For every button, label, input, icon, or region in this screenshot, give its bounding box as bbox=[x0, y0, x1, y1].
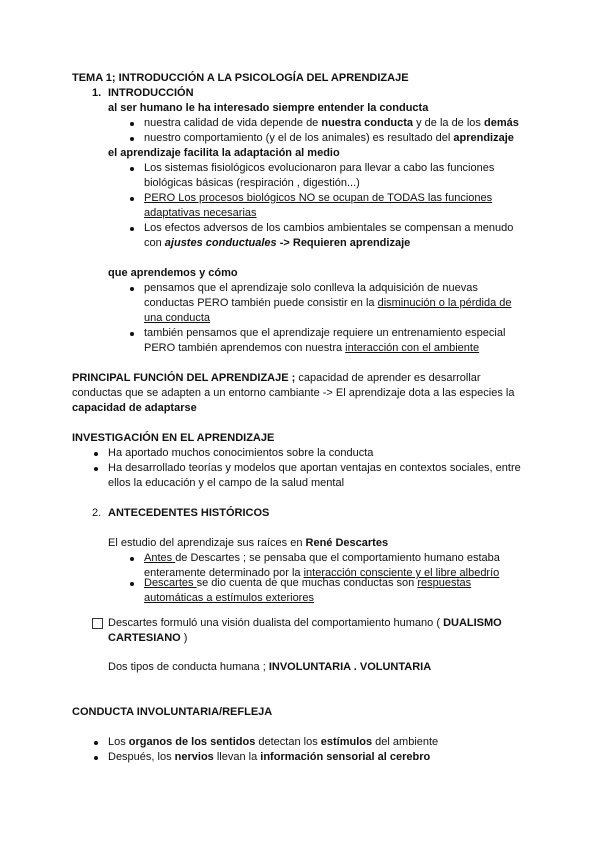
text: Los bbox=[108, 736, 129, 748]
text-bold: DUALISMO bbox=[443, 617, 502, 629]
tipos-conducta bbox=[108, 660, 431, 675]
text-bold-italic: ajustes conductuales bbox=[164, 237, 277, 249]
bullet-organos bbox=[108, 735, 438, 750]
bullet-conocimientos: Ha aportado muchos conocimientos sobre la conducta bbox=[108, 447, 374, 459]
line bbox=[144, 341, 479, 356]
text-bold: demás bbox=[483, 117, 519, 129]
section-1-number: 1. bbox=[92, 87, 102, 99]
estudio-intro bbox=[108, 536, 388, 551]
involuntaria-heading: CONDUCTA INVOLUNTARIA/REFLEJA bbox=[72, 706, 273, 718]
text: El estudio del aprendizaje sus raíces en bbox=[108, 537, 306, 549]
subheading-adaptacion: el aprendizaje facilita la adaptación al medio bbox=[108, 147, 340, 159]
bullet-dot bbox=[130, 167, 134, 171]
text-bold: INVOLUNTARIA . VOLUNTARIA bbox=[268, 661, 432, 673]
bullet-nervios bbox=[108, 750, 430, 765]
text: PERO también aprendemos con nuestra bbox=[144, 342, 346, 354]
bullet-dot bbox=[94, 741, 98, 745]
text: del ambiente bbox=[372, 736, 439, 748]
text: con bbox=[144, 237, 165, 249]
section-2-number: 2. bbox=[92, 507, 102, 519]
text: Después, los bbox=[108, 751, 175, 763]
bullet-antes bbox=[144, 551, 500, 566]
line: adaptativas necesarias bbox=[144, 207, 257, 219]
text-bold: PRINCIPAL FUNCIÓN DEL APRENDIZAJE ; bbox=[72, 372, 296, 384]
text-bold: información sensorial al cerebro bbox=[260, 751, 431, 763]
bullet-dot bbox=[130, 227, 134, 231]
text-bold: nervios bbox=[174, 751, 214, 763]
text: nuestra calidad de vida depende de bbox=[144, 117, 322, 129]
bullet-dot bbox=[130, 197, 134, 201]
text: conductas PERO también puede consistir en la bbox=[144, 297, 378, 309]
text-bold: aprendizaje bbox=[453, 132, 514, 144]
bullet-comportamiento bbox=[144, 131, 514, 146]
line: conductas que se adapten a un entorno cambiante -> El aprendizaje dota a las especies la bbox=[72, 387, 515, 399]
line: una conducta bbox=[144, 312, 211, 324]
bullet-efectos: Los efectos adversos de los cambios ambientales se compensan a menudo bbox=[144, 222, 514, 234]
document-title: TEMA 1; INTRODUCCIÓN A LA PSICOLOGÍA DEL APRENDIZAJE bbox=[72, 72, 409, 84]
subheading-interes: al ser humano le ha interesado siempre entender la conducta bbox=[108, 102, 429, 114]
bullet-entrenamiento: también pensamos que el aprendizaje requiere un entrenamiento especial bbox=[144, 327, 506, 339]
bullet-procesos: PERO Los procesos biológicos NO se ocupan de TODAS las funciones bbox=[144, 192, 493, 204]
subheading-que-aprendemos: que aprendemos y cómo bbox=[108, 267, 238, 279]
line: ellos la educación y el campo de la salud mental bbox=[108, 477, 345, 489]
text: llevan la bbox=[213, 751, 261, 763]
text-bold: estímulos bbox=[320, 736, 373, 748]
text-bold: organos de los sentidos bbox=[128, 736, 256, 748]
text-underlined: Descartes bbox=[144, 577, 197, 589]
line: biológicas básicas (respiración , digestión...) bbox=[144, 177, 360, 189]
bullet-calidad-vida bbox=[144, 116, 519, 131]
text-bold: CARTESIANO bbox=[108, 632, 181, 644]
bullet-sistemas bbox=[144, 161, 526, 176]
bullet-dot bbox=[130, 332, 134, 336]
text: Dos tipos de conducta humana ; bbox=[108, 661, 269, 673]
text-bold: -> Requieren aprendizaje bbox=[276, 237, 411, 249]
text-underlined: Antes bbox=[144, 552, 176, 564]
text-underlined: interacción con el ambiente bbox=[345, 342, 480, 354]
bullet-pensamos: pensamos que el aprendizaje solo conlleva la adquisición de nuevas bbox=[144, 282, 478, 294]
bullet-dot bbox=[94, 756, 98, 760]
line bbox=[144, 236, 410, 251]
text-underlined: disminución o la pérdida de bbox=[377, 297, 512, 309]
text: enteramente determinado por la bbox=[144, 567, 304, 579]
bullet-dot bbox=[94, 452, 98, 456]
checkbox-icon[interactable] bbox=[92, 618, 103, 629]
bullet-teorias: Ha desarrollado teorías y modelos que aportan ventajas en contextos sociales, entre bbox=[108, 462, 521, 474]
line bbox=[144, 296, 526, 311]
bullet-descartes bbox=[144, 576, 471, 591]
bullet-dot bbox=[130, 582, 134, 586]
text: ) bbox=[180, 632, 188, 644]
text-underlined: respuestas bbox=[417, 577, 472, 589]
text: capacidad de aprender es desarrollar bbox=[295, 372, 481, 384]
line: Los sistemas fisiológicos evolucionaron para llevar a cabo las funciones bbox=[144, 162, 495, 174]
text-bold: René Descartes bbox=[305, 537, 389, 549]
section-1-heading: INTRODUCCIÓN bbox=[108, 87, 194, 99]
bullet-dot bbox=[94, 467, 98, 471]
text-bold: nuestra conducta bbox=[321, 117, 414, 129]
bullet-dot bbox=[130, 137, 134, 141]
investigacion-heading: INVESTIGACIÓN EN EL APRENDIZAJE bbox=[72, 432, 275, 444]
bullet-dot bbox=[130, 287, 134, 291]
text: se dio cuenta de que muchas conductas son bbox=[196, 577, 418, 589]
line: automáticas a estímulos exteriores bbox=[144, 592, 314, 604]
bullet-dot bbox=[130, 122, 134, 126]
text: y de la de los bbox=[413, 117, 484, 129]
check-dualismo bbox=[108, 616, 502, 631]
text-underlined: interacción consciente y el libre albedrío bbox=[303, 567, 500, 579]
text: Descartes formuló una visión dualista del comportamiento humano ( bbox=[108, 617, 444, 629]
bullet-dot bbox=[130, 557, 134, 561]
text: de Descartes ; se pensaba que el comportamiento humano estaba bbox=[175, 552, 500, 564]
line bbox=[108, 631, 187, 646]
principal-funcion bbox=[72, 371, 526, 386]
text: detectan los bbox=[255, 736, 321, 748]
line: capacidad de adaptarse bbox=[72, 402, 197, 414]
section-2-heading: ANTECEDENTES HISTÓRICOS bbox=[108, 507, 270, 519]
text: nuestro comportamiento (y el de los animales) es resultado del bbox=[144, 132, 454, 144]
